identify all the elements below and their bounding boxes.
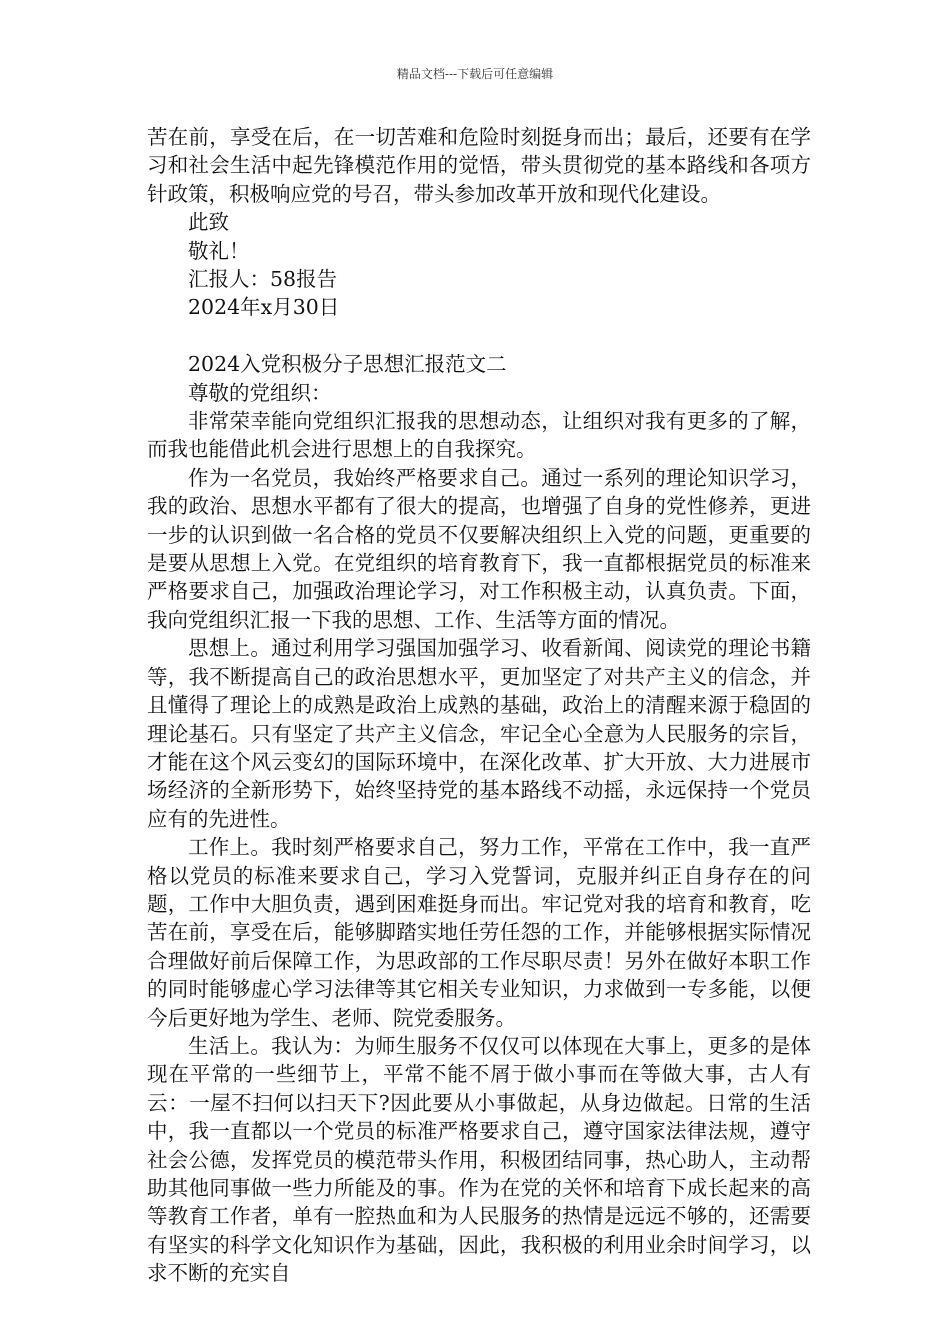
greeting: 尊敬的党组织： [188,380,332,405]
document-body [147,123,811,1288]
closing-salutation: 此致 [188,210,229,235]
section-title: 2024入党积极分子思想汇报范文二 [188,352,507,377]
date-line: 2024年x月30日 [188,295,340,320]
paragraph-overview: 作为一名党员，我始终严格要求自己。通过一系列的理论知识学习，我的政治、思想水平都有了很大的提高，也增强了自身的党性修养，更进一步的认识到做一名合格的党员不仅要解决组织上入党的问题，更重要的是要从思想上入党。在党组织的培育教育下，我一直都根据党员的标准来严格要求自己，加强政治理论学习，对工作积极主动，认真负责。下面，我向党组织汇报一下我的思想、工作、生活等方面的情况。 [147,465,811,632]
paragraph-life: 生活上。我认为：为师生服务不仅仅可以体现在大事上，更多的是体现在平常的一些细节上，平常不能不屑于做小事而在等做大事，古人有云：一屋不扫何以扫天下?因此要从小事做起，从身边做起。日常的生活中，我一直都以一个党员的标准严格要求自己，遵守国家法律法规，遵守社会公德，发挥党员的模范带头作用，积极团结同事，热心助人，主动帮助其他同事做一些力所能及的事。作为在党的关怀和培育下成长起来的高等教育工作者，单有一腔热血和为人民服务的热情是远远不够的，还需要有坚实的科学文化知识作为基础，因此，我积极的利用业余时间学习，以求不断的充实自 [147,1033,811,1286]
paragraph-continuation: 苦在前，享受在后，在一切苦难和危险时刻挺身而出；最后，还要有在学习和社会生活中起先锋模范作用的觉悟，带头贯彻党的基本路线和各项方针政策，积极响应党的号召，带头参加改革开放和现代化建设。 [147,125,811,206]
paragraph-thought: 思想上。通过利用学习强国加强学习、收看新闻、阅读党的理论书籍等，我不断提高自己的政治思想水平，更加坚定了对共产主义的信念，并且懂得了理论上的成熟是政治上成熟的基础，政治上的清醒来源于稳固的理论基石。只有坚定了共产主义信念，牢记全心全意为人民服务的宗旨，才能在这个风云变幻的国际环境中，在深化改革、扩大开放、大力进展市场经济的全新形势下，始终坚持党的基本路线不动摇，永远保持一个党员应有的先进性。 [147,636,811,831]
page-header: 精品文档---下载后可任意编辑 [396,67,554,81]
blank-line [147,322,811,350]
closing-respect: 敬礼！ [188,238,250,263]
paragraph-work: 工作上。我时刻严格要求自己，努力工作，平常在工作中，我一直严格以党员的标准来要求自己，学习入党誓词，克服并纠正自身存在的问题，工作中大胆负责，遇到困难挺身而出。牢记党对我的培育和教育，吃苦在前，享受在后，能够脚踏实地任劳任怨的工作，并能够根据实际情况合理做好前后保障工作，为思政部的工作尽职尽责！另外在做好本职工作的同时能够虚心学习法律等其它相关专业知识，力求做到一专多能，以便今后更好地为学生、老师、院党委服务。 [147,835,811,1030]
paragraph-intro: 非常荣幸能向党组织汇报我的思想动态，让组织对我有更多的了解，而我也能借此机会进行思想上的自我探究。 [147,409,811,462]
reporter-line: 汇报人：58报告 [188,267,338,292]
